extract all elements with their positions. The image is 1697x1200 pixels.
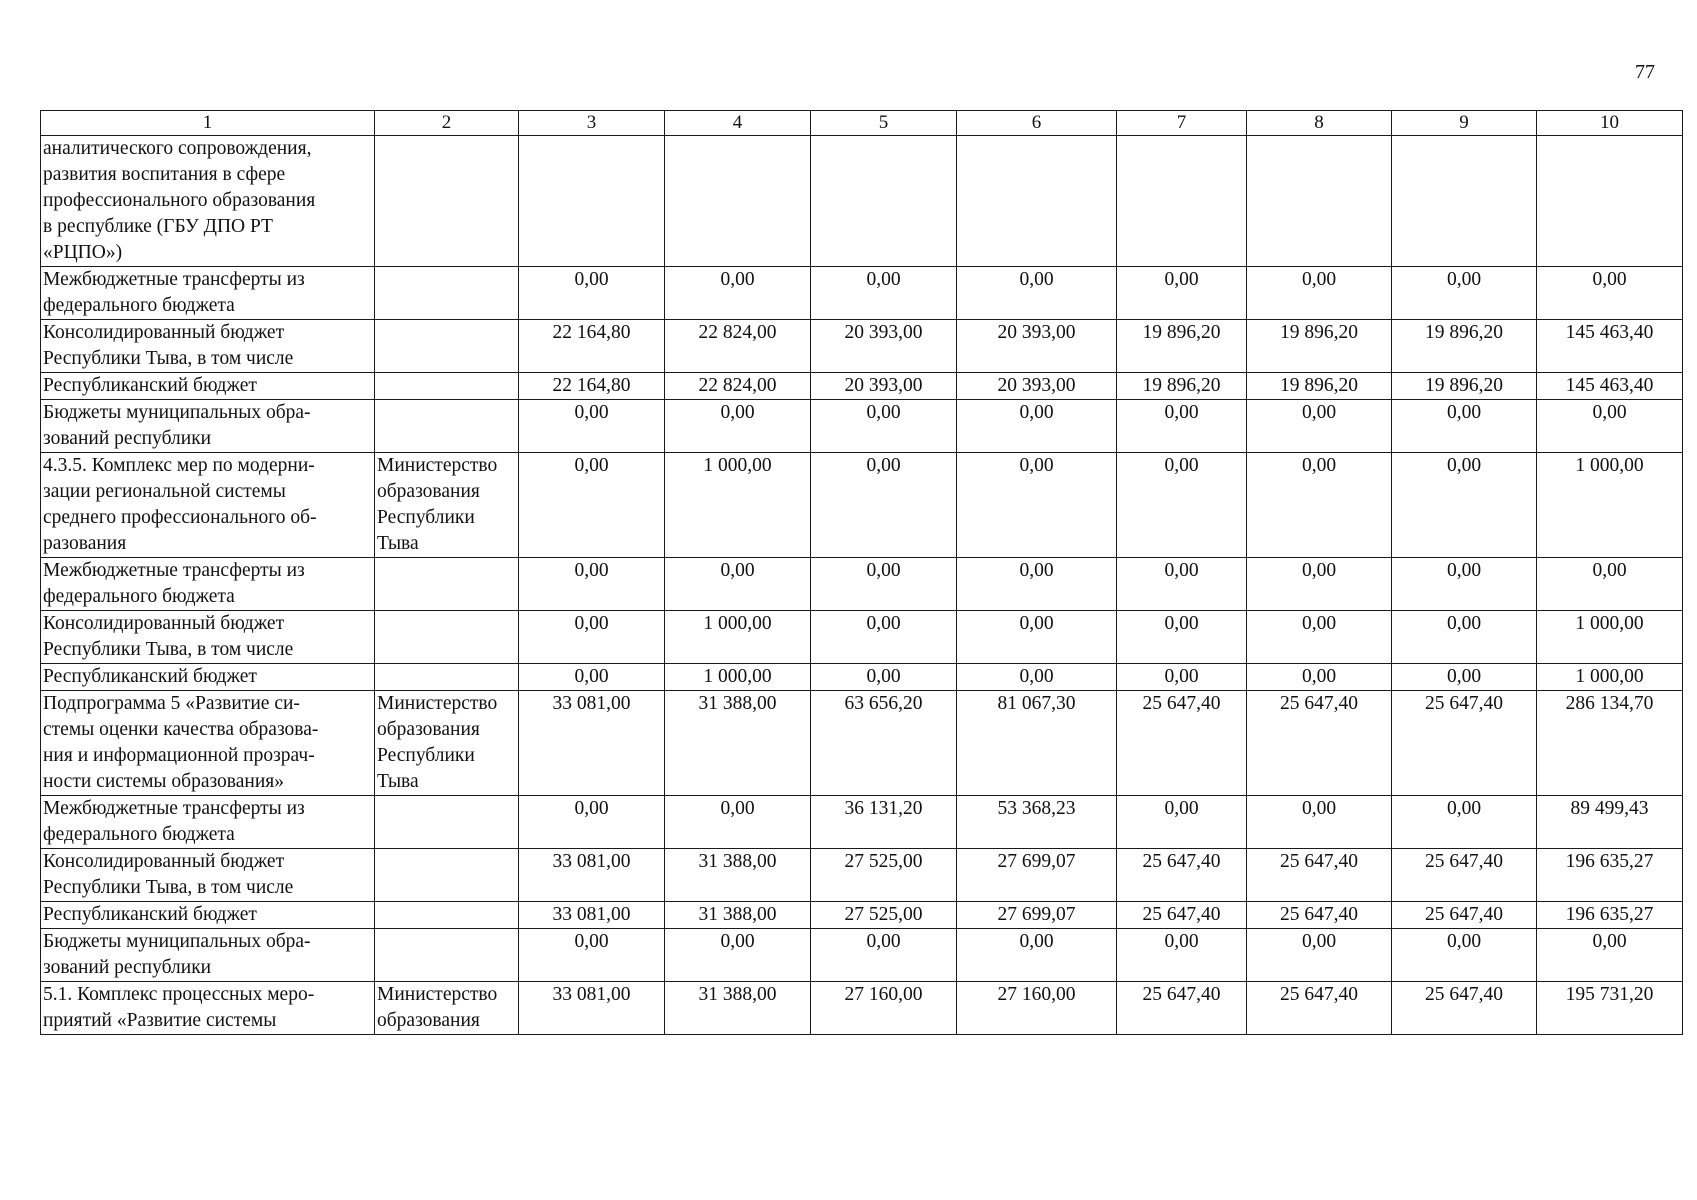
value-cell-col-10: 286 134,70 [1537,691,1683,796]
row-name-line: Республики Тыва, в том числе [43,639,294,660]
value-cell-col-6: 81 067,30 [957,691,1117,796]
value-cell-col-6: 0,00 [957,267,1117,320]
value-cell-col-10: 0,00 [1537,929,1683,982]
row-executor-line: Республики [377,745,475,766]
value-cell-col-6 [957,136,1117,267]
value-cell-col-3: 22 164,80 [519,320,665,373]
column-header-10: 10 [1537,111,1683,136]
column-header-1: 1 [41,111,375,136]
header-row [41,111,1683,136]
value-cell-col-4: 0,00 [665,400,811,453]
row-name-cell [41,664,375,691]
value-cell-col-5: 0,00 [811,558,957,611]
row-executor-cell [375,453,519,558]
row-name-cell [41,902,375,929]
row-name-line: зований республики [43,957,212,978]
value-cell-col-10: 0,00 [1537,267,1683,320]
row-name-line: ния и информационной прозрач- [43,745,315,766]
value-cell-col-4: 22 824,00 [665,320,811,373]
row-name-cell [41,611,375,664]
value-cell-col-3: 33 081,00 [519,849,665,902]
value-cell-col-4: 1 000,00 [665,611,811,664]
table-row [41,136,1683,267]
value-cell-col-4: 22 824,00 [665,373,811,400]
row-name-line: Республиканский бюджет [43,666,257,687]
row-name-cell [41,373,375,400]
row-executor-line: Тыва [377,533,419,554]
value-cell-col-9: 0,00 [1392,267,1537,320]
value-cell-col-9: 25 647,40 [1392,902,1537,929]
value-cell-col-3: 0,00 [519,664,665,691]
column-header-3: 3 [519,111,665,136]
row-executor-cell [375,611,519,664]
table-row [41,373,1683,400]
value-cell-col-9: 19 896,20 [1392,320,1537,373]
value-cell-col-6: 20 393,00 [957,373,1117,400]
table-row [41,796,1683,849]
table-header [41,111,1683,136]
row-name-line: Консолидированный бюджет [43,851,285,872]
row-executor-line: образования [377,719,480,740]
table-row [41,982,1683,1035]
value-cell-col-5: 27 525,00 [811,902,957,929]
table-row [41,558,1683,611]
value-cell-col-3: 33 081,00 [519,982,665,1035]
value-cell-col-6: 0,00 [957,453,1117,558]
value-cell-col-8: 0,00 [1247,558,1392,611]
value-cell-col-6: 20 393,00 [957,320,1117,373]
value-cell-col-7: 0,00 [1117,664,1247,691]
value-cell-col-4: 1 000,00 [665,453,811,558]
row-name-line: Консолидированный бюджет [43,613,285,634]
column-header-7: 7 [1117,111,1247,136]
value-cell-col-9: 0,00 [1392,929,1537,982]
row-name-cell [41,136,375,267]
value-cell-col-8: 25 647,40 [1247,691,1392,796]
column-header-6: 6 [957,111,1117,136]
row-name-line: Межбюджетные трансферты из [43,269,305,290]
value-cell-col-5: 0,00 [811,929,957,982]
row-name-line: разования [43,533,127,554]
value-cell-col-5: 36 131,20 [811,796,957,849]
value-cell-col-10: 0,00 [1537,558,1683,611]
value-cell-col-7: 25 647,40 [1117,691,1247,796]
value-cell-col-3 [519,136,665,267]
value-cell-col-5: 20 393,00 [811,373,957,400]
row-executor-line: образования [377,481,480,502]
value-cell-col-3: 0,00 [519,267,665,320]
value-cell-col-3: 0,00 [519,453,665,558]
value-cell-col-8: 25 647,40 [1247,982,1392,1035]
row-name-line: Республики Тыва, в том числе [43,348,294,369]
value-cell-col-10: 1 000,00 [1537,664,1683,691]
value-cell-col-7: 19 896,20 [1117,373,1247,400]
value-cell-col-10: 145 463,40 [1537,320,1683,373]
row-name-line: Подпрограмма 5 «Развитие си- [43,693,300,714]
value-cell-col-6: 27 699,07 [957,902,1117,929]
value-cell-col-9: 25 647,40 [1392,982,1537,1035]
row-name-line: федерального бюджета [43,824,235,845]
value-cell-col-6: 0,00 [957,929,1117,982]
row-executor-cell [375,320,519,373]
value-cell-col-9: 0,00 [1392,453,1537,558]
value-cell-col-4: 31 388,00 [665,849,811,902]
value-cell-col-10: 0,00 [1537,400,1683,453]
value-cell-col-10 [1537,136,1683,267]
row-name-line: Республики Тыва, в том числе [43,877,294,898]
row-name-line: в республике (ГБУ ДПО РТ [43,216,273,237]
row-name-line: аналитического сопровождения, [43,138,312,159]
value-cell-col-4: 0,00 [665,929,811,982]
row-name-cell [41,691,375,796]
row-name-line: Консолидированный бюджет [43,322,285,343]
table-row [41,400,1683,453]
value-cell-col-7: 25 647,40 [1117,902,1247,929]
value-cell-col-7: 25 647,40 [1117,849,1247,902]
row-executor-line: Министерство [377,455,498,476]
value-cell-col-6: 27 699,07 [957,849,1117,902]
value-cell-col-7: 0,00 [1117,611,1247,664]
value-cell-col-3: 0,00 [519,611,665,664]
row-name-line: Межбюджетные трансферты из [43,798,305,819]
row-name-cell [41,453,375,558]
column-header-8: 8 [1247,111,1392,136]
row-name-line: ности системы образования» [43,771,285,792]
value-cell-col-8: 0,00 [1247,267,1392,320]
value-cell-col-8: 0,00 [1247,400,1392,453]
value-cell-col-6: 27 160,00 [957,982,1117,1035]
value-cell-col-5: 0,00 [811,664,957,691]
row-name-line: приятий «Развитие системы [43,1010,277,1031]
page-number: 77 [1635,61,1655,83]
table-row [41,267,1683,320]
row-name-cell [41,400,375,453]
row-name-line: стемы оценки качества образова- [43,719,319,740]
value-cell-col-3: 0,00 [519,400,665,453]
value-cell-col-5 [811,136,957,267]
row-name-line: зований республики [43,428,212,449]
value-cell-col-4: 0,00 [665,796,811,849]
value-cell-col-4: 0,00 [665,558,811,611]
row-name-line: Республиканский бюджет [43,375,257,396]
value-cell-col-8: 25 647,40 [1247,849,1392,902]
row-name-line: развития воспитания в сфере [43,164,286,185]
row-name-cell [41,558,375,611]
value-cell-col-4: 31 388,00 [665,902,811,929]
column-header-4: 4 [665,111,811,136]
value-cell-col-3: 0,00 [519,929,665,982]
value-cell-col-10: 1 000,00 [1537,453,1683,558]
row-executor-cell [375,902,519,929]
row-executor-cell [375,691,519,796]
row-name-cell [41,849,375,902]
row-name-line: Бюджеты муниципальных обра- [43,931,311,952]
row-name-line: «РЦПО») [43,242,123,263]
row-executor-cell [375,664,519,691]
row-name-line: 5.1. Комплекс процессных меро- [43,984,315,1005]
value-cell-col-7: 0,00 [1117,796,1247,849]
row-name-line: федерального бюджета [43,586,235,607]
row-executor-line: образования [377,1010,480,1031]
value-cell-col-8: 25 647,40 [1247,902,1392,929]
value-cell-col-3: 0,00 [519,796,665,849]
row-name-line: среднего профессионального об- [43,507,317,528]
table-row [41,929,1683,982]
value-cell-col-8: 0,00 [1247,453,1392,558]
row-executor-cell [375,267,519,320]
value-cell-col-9: 0,00 [1392,664,1537,691]
value-cell-col-5: 0,00 [811,400,957,453]
row-name-line: зации региональной системы [43,481,286,502]
row-executor-cell [375,796,519,849]
table-body [41,136,1683,1035]
row-name-cell [41,320,375,373]
value-cell-col-3: 0,00 [519,558,665,611]
value-cell-col-10: 145 463,40 [1537,373,1683,400]
value-cell-col-7: 0,00 [1117,267,1247,320]
row-name-cell [41,267,375,320]
value-cell-col-9: 0,00 [1392,400,1537,453]
value-cell-col-7: 0,00 [1117,929,1247,982]
value-cell-col-7: 0,00 [1117,400,1247,453]
value-cell-col-10: 89 499,43 [1537,796,1683,849]
column-header-5: 5 [811,111,957,136]
row-executor-cell [375,373,519,400]
value-cell-col-8: 0,00 [1247,929,1392,982]
table-row [41,453,1683,558]
row-executor-line: Тыва [377,771,419,792]
value-cell-col-3: 33 081,00 [519,691,665,796]
row-name-cell [41,796,375,849]
row-executor-line: Республики [377,507,475,528]
value-cell-col-10: 196 635,27 [1537,902,1683,929]
value-cell-col-10: 196 635,27 [1537,849,1683,902]
table-row [41,664,1683,691]
value-cell-col-8: 19 896,20 [1247,373,1392,400]
value-cell-col-7: 19 896,20 [1117,320,1247,373]
value-cell-col-8: 19 896,20 [1247,320,1392,373]
value-cell-col-6: 0,00 [957,400,1117,453]
row-name-line: Межбюджетные трансферты из [43,560,305,581]
table-row [41,691,1683,796]
table-row [41,849,1683,902]
value-cell-col-9: 25 647,40 [1392,691,1537,796]
value-cell-col-4: 31 388,00 [665,982,811,1035]
value-cell-col-5: 0,00 [811,611,957,664]
value-cell-col-10: 1 000,00 [1537,611,1683,664]
value-cell-col-3: 22 164,80 [519,373,665,400]
value-cell-col-3: 33 081,00 [519,902,665,929]
row-executor-cell [375,136,519,267]
value-cell-col-4: 0,00 [665,267,811,320]
value-cell-col-9: 0,00 [1392,558,1537,611]
value-cell-col-7: 0,00 [1117,558,1247,611]
value-cell-col-4: 1 000,00 [665,664,811,691]
value-cell-col-7 [1117,136,1247,267]
value-cell-col-5: 0,00 [811,267,957,320]
row-executor-cell [375,929,519,982]
row-executor-cell [375,558,519,611]
row-name-line: 4.3.5. Комплекс мер по модерни- [43,455,315,476]
value-cell-col-5: 63 656,20 [811,691,957,796]
table-row [41,902,1683,929]
row-name-line: Бюджеты муниципальных обра- [43,402,311,423]
budget-table [40,110,1683,1035]
value-cell-col-9: 0,00 [1392,796,1537,849]
value-cell-col-9 [1392,136,1537,267]
value-cell-col-9: 0,00 [1392,611,1537,664]
row-executor-line: Министерство [377,984,498,1005]
value-cell-col-9: 19 896,20 [1392,373,1537,400]
row-executor-line: Министерство [377,693,498,714]
value-cell-col-6: 0,00 [957,664,1117,691]
value-cell-col-4 [665,136,811,267]
value-cell-col-6: 0,00 [957,611,1117,664]
value-cell-col-8: 0,00 [1247,796,1392,849]
row-name-cell [41,929,375,982]
column-header-9: 9 [1392,111,1537,136]
value-cell-col-5: 0,00 [811,453,957,558]
column-header-2: 2 [375,111,519,136]
value-cell-col-9: 25 647,40 [1392,849,1537,902]
row-name-line: Республиканский бюджет [43,904,257,925]
row-executor-cell [375,982,519,1035]
table-row [41,611,1683,664]
value-cell-col-7: 0,00 [1117,453,1247,558]
row-executor-cell [375,849,519,902]
value-cell-col-5: 27 525,00 [811,849,957,902]
value-cell-col-6: 0,00 [957,558,1117,611]
value-cell-col-10: 195 731,20 [1537,982,1683,1035]
value-cell-col-4: 31 388,00 [665,691,811,796]
value-cell-col-7: 25 647,40 [1117,982,1247,1035]
row-name-line: профессионального образования [43,190,316,211]
row-name-cell [41,982,375,1035]
value-cell-col-5: 27 160,00 [811,982,957,1035]
table-row [41,320,1683,373]
value-cell-col-8: 0,00 [1247,611,1392,664]
row-name-line: федерального бюджета [43,295,235,316]
value-cell-col-5: 20 393,00 [811,320,957,373]
value-cell-col-8 [1247,136,1392,267]
row-executor-cell [375,400,519,453]
value-cell-col-6: 53 368,23 [957,796,1117,849]
value-cell-col-8: 0,00 [1247,664,1392,691]
